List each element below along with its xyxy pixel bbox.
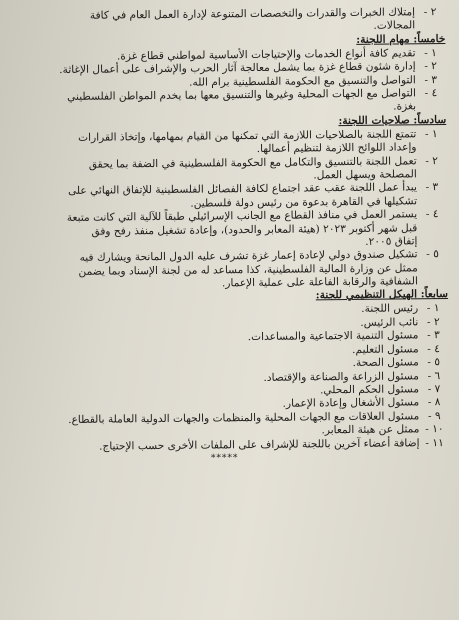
text-line: ممثل عن وزارة المالية الفلسطينية، كذا مساعد له من لجنة الإسناد وبما يضمن — [78, 261, 418, 278]
item-text — [37, 182, 417, 213]
document-body — [35, 6, 450, 468]
list-item — [35, 6, 445, 37]
text-line: مسئول التعليم. — [352, 342, 419, 356]
item-number: ٥ - — [426, 248, 439, 261]
item-number: ٢ - — [424, 60, 438, 73]
text-line: المجالات. — [373, 19, 416, 33]
text-line: تتمتع اللجنة بالصلاحيات اللازمة التي تمكنها من القيام بمهامها، وإتخاذ القرارات — [78, 128, 417, 144]
text-line: ممثل عن هيئة المعابر. — [321, 423, 420, 437]
text-line: مسئول الحكم المحلي. — [319, 383, 420, 397]
item-number: ٣ - — [424, 73, 438, 86]
text-line: التواصل والتنسيق مع الحكومة الفلسطينية برام الله. — [189, 73, 416, 89]
text-line: إمتلاك الخبرات والقدرات والتخصصات المتنوعة لإدارة العمل العام في كافة — [89, 6, 416, 22]
text-line: مسئول الأشغال وإعادة الإعمار. — [282, 396, 420, 411]
list-item — [37, 208, 447, 252]
text-line: مسئول العلاقات مع الجهات المحلية والمنظمات والجهات الدولية العاملة بالقطاع. — [68, 410, 420, 426]
item-number: ١ - — [426, 302, 440, 315]
text-line: الشفافية والرقابة الفاعلة على عملية الإعمار. — [221, 275, 418, 290]
text-line: تقديم كافة أنواع الخدمات والإحتياجات الأساسية لمواطني قطاع غزة. — [116, 47, 416, 63]
item-text — [35, 6, 415, 37]
item-text — [36, 128, 416, 159]
list-item — [36, 87, 446, 118]
end-mark: ***** — [210, 453, 239, 464]
text-line: بغزة. — [393, 100, 417, 113]
text-line: يبدأ عمل اللجنة عقب عقد اجتماع لكافة الفصائل الفلسطينية للإتفاق النهائي على — [67, 181, 417, 198]
text-line: إضافة أعضاء آخرين باللجنة للإشراف على الملفات الأخرى حسب الإحتياج. — [99, 436, 420, 453]
text-line: مسئول الزراعة والصناعة والإقتصاد. — [263, 369, 419, 384]
item-number: ٢ - — [426, 315, 440, 329]
item-number: ٤ - — [424, 87, 438, 100]
text-line: إتفاق ٢٠٠٥. — [365, 235, 418, 248]
item-number: ٩ - — [427, 409, 441, 422]
section-heading: سادساً: صلاحيات اللجنة: — [338, 113, 447, 127]
text-line: مسئول الصحة. — [352, 356, 419, 370]
text-line: إدارة شئون قطاع غزة بما يشمل معالجة آثار الحرب والإشراف على أعمال الإغاثة. — [59, 60, 416, 77]
item-number: ٧ - — [427, 382, 441, 396]
text-line: المصلحة ويسهل العمل. — [313, 168, 417, 182]
item-number: ٦ - — [427, 369, 441, 382]
list-item — [36, 128, 446, 159]
text-line: وإعداد اللوائح اللازمة لتنظيم أعمالها. — [256, 141, 417, 156]
section — [35, 6, 445, 37]
text-line: قبل شهر أكتوبر ٢٠٢٣ (هيئة المعابر والحدود)، وإعادة تشغيل منفذ رفح وفق — [91, 221, 418, 238]
list-item — [38, 248, 448, 292]
text-line: نائب الرئيس. — [360, 316, 419, 329]
text-line: يستمر العمل في منافذ القطاع مع الجانب الإسرائيلي طبقاً للآلية التي كانت متبعة — [66, 208, 418, 225]
section — [38, 288, 450, 454]
text-line: مسئول التنمية الاجتماعية والمساعدات. — [247, 329, 419, 344]
item-text — [38, 249, 418, 293]
item-number: ٣ - — [425, 181, 439, 194]
item-number: ٢ - — [425, 154, 439, 167]
item-number: ٢ - — [423, 6, 437, 19]
item-number: ٤ - — [427, 342, 440, 355]
section — [36, 114, 448, 293]
section-heading: خامساً: مهام اللجنة: — [356, 32, 446, 46]
section-heading: سابعاً: الهيكل التنظيمي للجنة: — [315, 288, 449, 302]
item-number: ١٠ - — [425, 423, 444, 436]
item-number: ١ - — [424, 46, 437, 60]
text-line: تشكيل صندوق دولي لإعادة إعمار غزة تشرف عليه الدول المانحة ويشارك فيه — [79, 248, 418, 265]
text-line: التواصل مع الجهات المحلية وغيرها والتنسيق معها بما يخدم المواطن الفلسطيني — [67, 87, 416, 103]
item-number: ٤ - — [425, 208, 439, 221]
text-line: تشكيلها في القاهرة بدعوة من رئيس دولة فلسطين. — [190, 195, 418, 210]
section — [35, 33, 446, 118]
item-text — [36, 87, 416, 118]
item-text — [37, 208, 417, 252]
item-number: ١١ - — [425, 436, 444, 449]
item-number: ٣ - — [427, 329, 440, 342]
text-line: رئيس اللجنة. — [361, 302, 419, 316]
item-number: ٨ - — [427, 396, 441, 409]
text-line: تعمل اللجنة بالتنسيق والتكامل مع الحكومة الفلسطينية في الضفة بما يحقق — [88, 154, 417, 171]
item-number: ١ - — [424, 127, 438, 140]
item-number: ٥ - — [427, 356, 441, 369]
